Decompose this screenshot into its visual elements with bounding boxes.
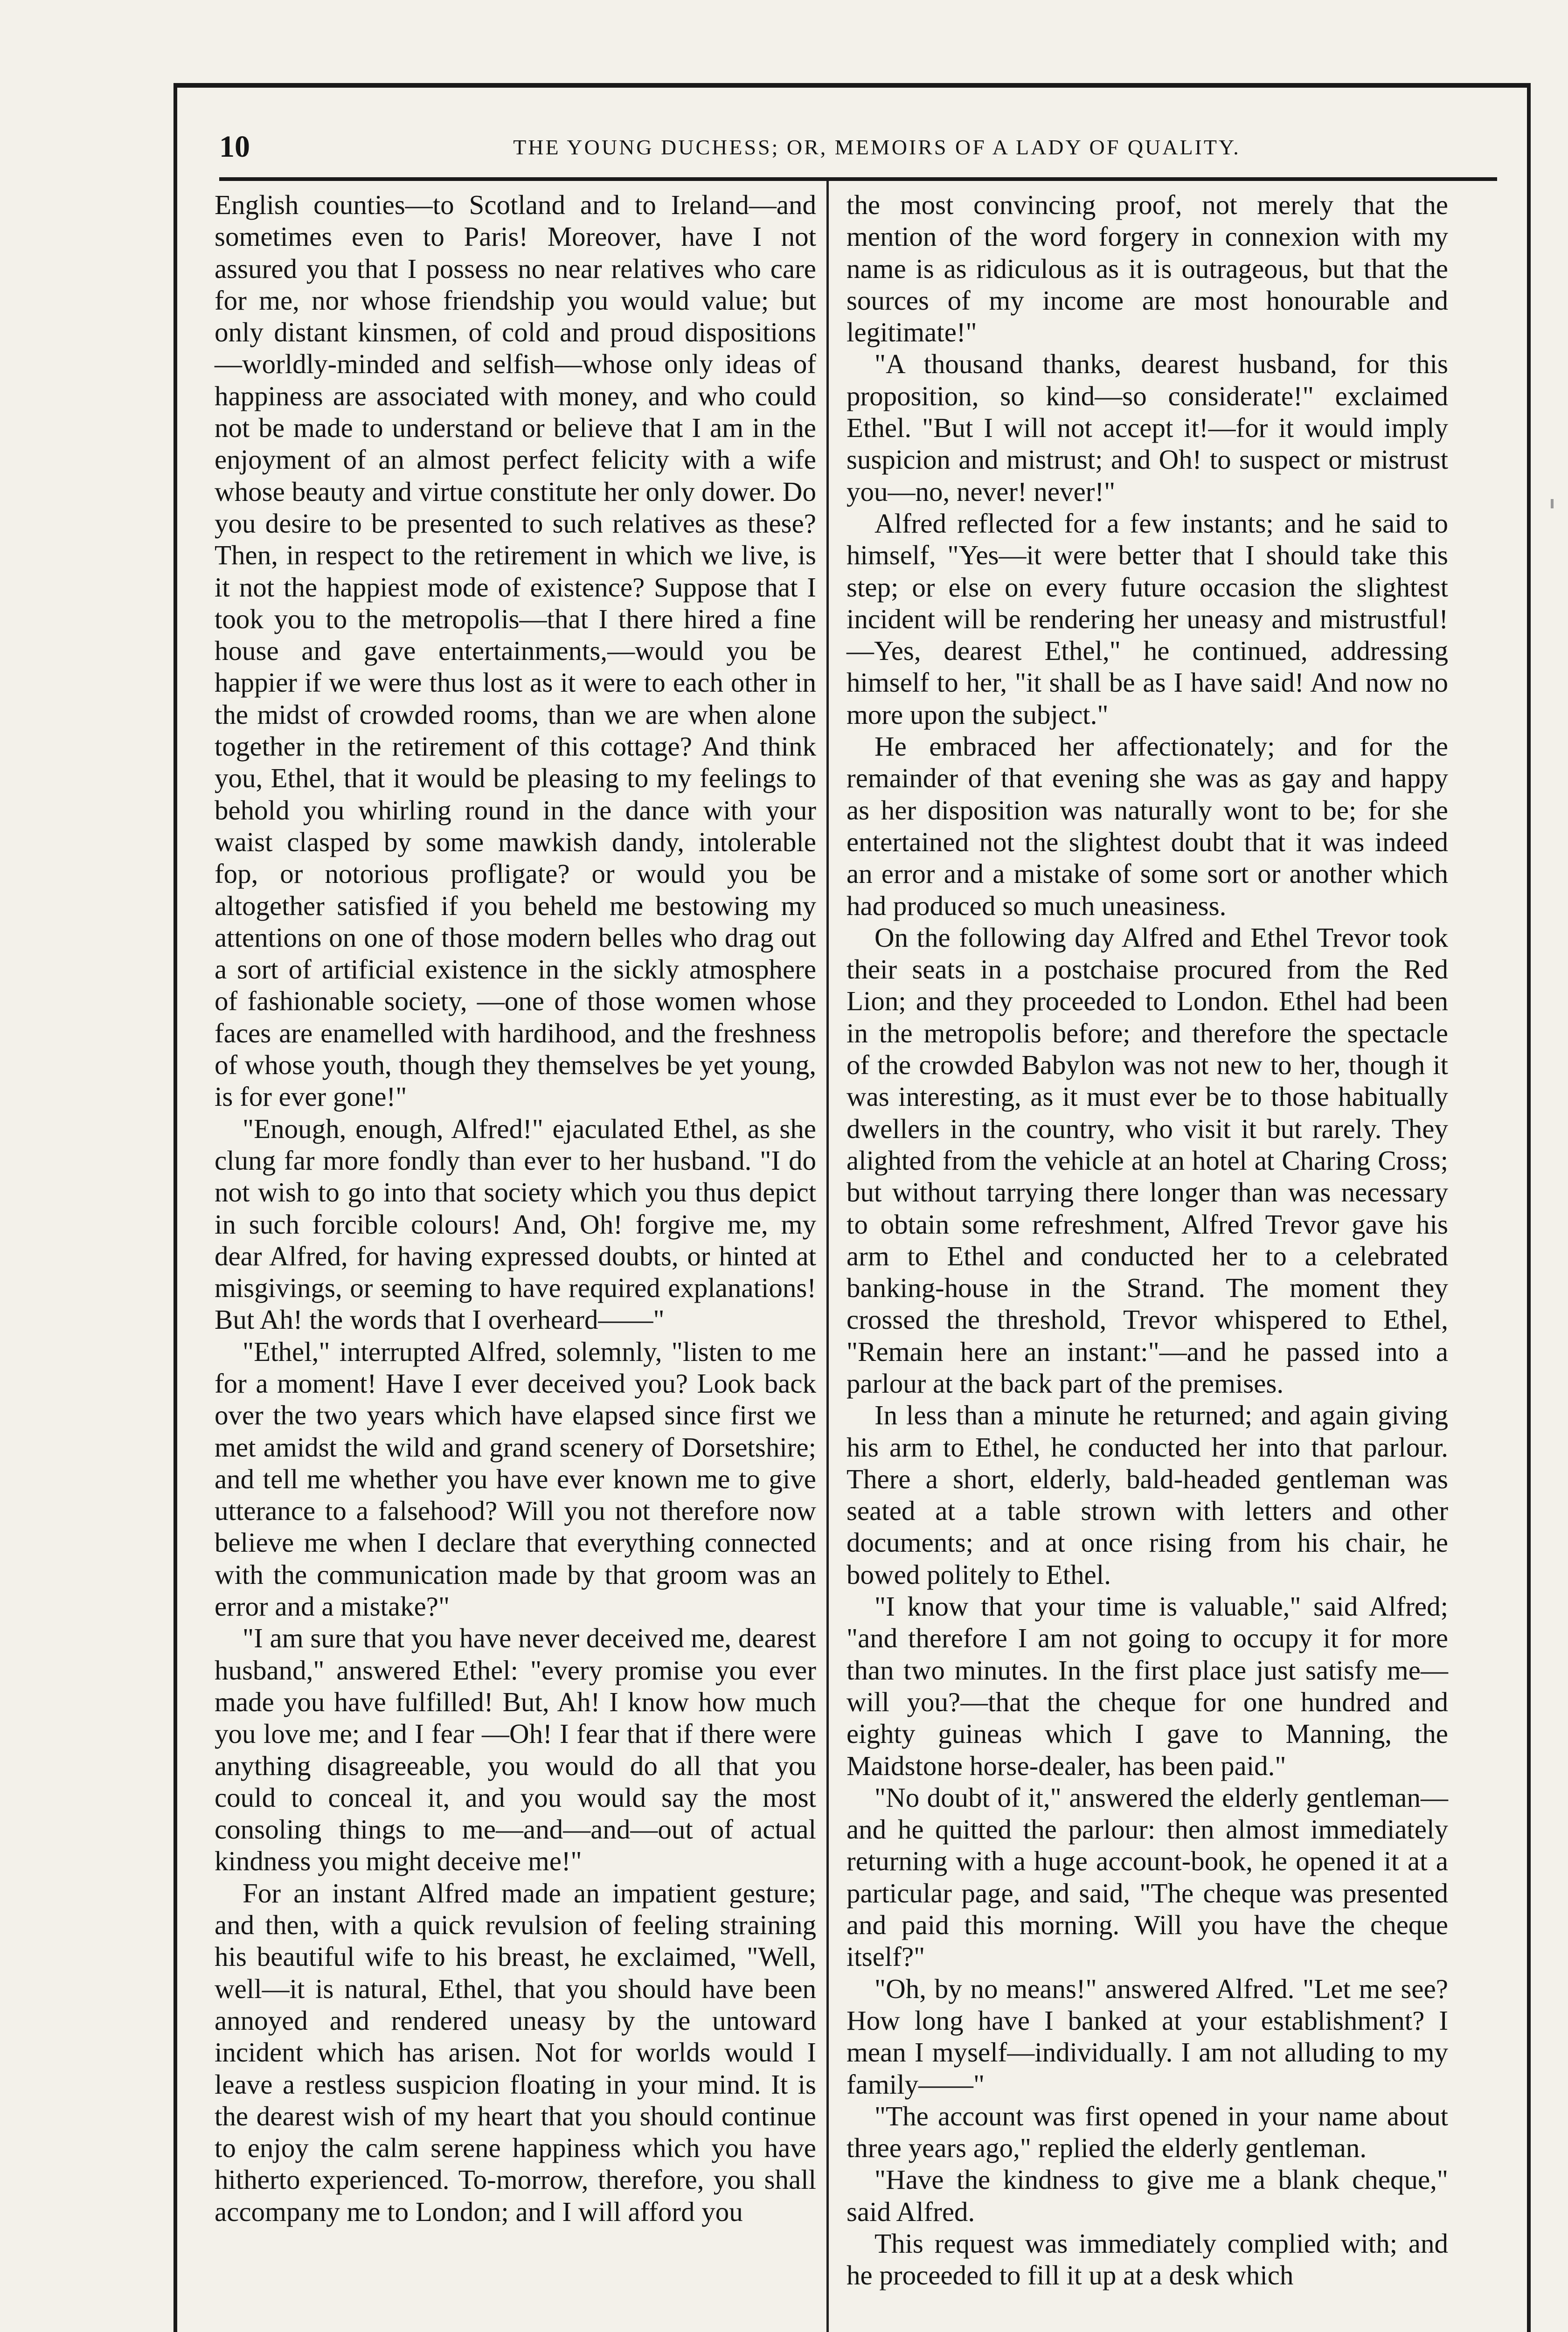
paragraph: In less than a minute he returned; and again giving his arm to Ethel, he conducted her into that parlour. There a short, elderly, bald-headed gentleman was seated at a table strown with letters and other documents; and at once rising from his chair, he bowed politely to Ethel.	[846, 1400, 1448, 1590]
frame-right-rule	[1527, 83, 1531, 2332]
margin-speck	[1551, 499, 1554, 508]
paragraph: "Oh, by no means!" answered Alfred. "Let me see? How long have I banked at your establishment? I mean I myself—individually. I am not alluding to my family——"	[846, 1973, 1448, 2100]
paragraph: "No doubt of it," answered the elderly gentleman—and he quitted the parlour: then almost immediately returning with a huge account-book, he opened it at a particular page, and said, "The cheque was presented and paid this morning. Will you have the cheque itself?"	[846, 1782, 1448, 1972]
page-header	[219, 126, 1497, 168]
paragraph: the most convincing proof, not merely that the mention of the word forgery in connexion with my name is as ridiculous as it is outrageous, but that the sources of my income are most honourable and legitimate!"	[846, 189, 1448, 348]
paragraph: "The account was first opened in your name about three years ago," replied the elderly gentleman.	[846, 2100, 1448, 2164]
frame-top-rule	[173, 83, 1531, 88]
paragraph: "I know that your time is valuable," said Alfred; "and therefore I am not going to occupy it for more than two minutes. In the first place just satisfy me—will you?—that the cheque for one hundred and eighty guineas which I gave to Manning, the Maidstone horse-dealer, has been paid."	[846, 1591, 1448, 1781]
left-column	[215, 189, 816, 2228]
frame-left-rule	[173, 83, 177, 2332]
paragraph: Alfred reflected for a few instants; and he said to himself, "Yes—it were better that I should take this step; or else on every future occasion the slightest incident will be rendering her uneasy and mistrustful!—Yes, dearest Ethel," he continued, addressing himself to her, "it shall be as I have said! And now no more upon the subject."	[846, 507, 1448, 730]
right-column	[846, 189, 1448, 2291]
paragraph: English counties—to Scotland and to Ireland—and sometimes even to Paris! Moreover, have I not assured you that I possess no near relatives who care for me, nor whose friendship you would value; but only distant kinsmen, of cold and proud dispositions—worldly-minded and selfish—whose only ideas of happiness are associated with money, and who could not be made to understand or believe that I am in the enjoyment of an almost perfect felicity with a wife whose beauty and virtue constitute her only dower. Do you desire to be presented to such relatives as these? Then, in respect to the retirement in which we live, is it not the happiest mode of existence? Suppose that I took you to the metropolis—that I there hired a fine house and gave entertainments,—would you be happier if we were thus lost as it were to each other in the midst of crowded rooms, than we are when alone together in the retirement of this cottage? And think you, Ethel, that it would be pleasing to my feelings to behold you whirling round in the dance with your waist clasped by some mawkish dandy, intolerable fop, or notorious profligate? or would you be altogether satisfied if you beheld me bestowing my attentions on one of those modern belles who drag out a sort of artificial existence in the sickly atmosphere of fashionable society, —one of those women whose faces are enamelled with hardihood, and the freshness of whose youth, though they themselves be yet young, is for ever gone!"	[215, 189, 816, 1112]
paragraph: On the following day Alfred and Ethel Trevor took their seats in a postchaise procured from the Red Lion; and they proceeded to London. Ethel had been in the metropolis before; and therefore the spectacle of the crowded Babylon was not new to her, though it was interesting, as it must ever be to those habitually dwellers in the country, who visit it but rarely. They alighted from the vehicle at an hotel at Charing Cross; but without tarrying there longer than was necessary to obtain some refreshment, Alfred Trevor gave his arm to Ethel and conducted her to a celebrated banking-house in the Strand. The moment they crossed the threshold, Trevor whispered to Ethel, "Remain here an instant:"—and he passed into a parlour at the back part of the premises.	[846, 922, 1448, 1399]
header-rule	[219, 177, 1497, 181]
paragraph: He embraced her affectionately; and for the remainder of that evening she was as gay and happy as her disposition was naturally wont to be; for she entertained not the slightest doubt that it was indeed an error and a mistake of some sort or another which had produced so much uneasiness.	[846, 731, 1448, 921]
paragraph: This request was immediately complied with; and he proceeded to fill it up at a desk which	[846, 2228, 1448, 2291]
running-head: THE YOUNG DUCHESS; OR, MEMOIRS OF A LADY OF QUALITY.	[513, 135, 1241, 159]
paragraph: "I am sure that you have never deceived me, dearest husband," answered Ethel: "every promise you ever made you have fulfilled! But, Ah! I know how much you love me; and I fear —Oh! I fear that if there were anything disagreeable, you would do all that you could to conceal it, and you would say the most consoling things to me—and—and—out of actual kindness you might deceive me!"	[215, 1623, 816, 1877]
paragraph: "Ethel," interrupted Alfred, solemnly, "listen to me for a moment! Have I ever deceived you? Look back over the two years which have elapsed since first we met amidst the wild and grand scenery of Dorsetshire; and tell me whether you have ever known me to give utterance to a falsehood? Will you not therefore now believe me when I declare that everything connected with the communication made by that groom was an error and a mistake?"	[215, 1336, 816, 1622]
paragraph: "A thousand thanks, dearest husband, for this proposition, so kind—so considerate!" exclaimed Ethel. "But I will not accept it!—for it would imply suspicion and mistrust; and Oh! to suspect or mistrust you—no, never! never!"	[846, 348, 1448, 507]
page-number: 10	[219, 130, 250, 164]
paragraph: "Enough, enough, Alfred!" ejaculated Ethel, as she clung far more fondly than ever to her husband. "I do not wish to go into that society which you thus depict in such forcible colours! And, Oh! forgive me, my dear Alfred, for having expressed doubts, or hinted at misgivings, or seeming to have required explanations! But Ah! the words that I overheard——"	[215, 1113, 816, 1335]
column-divider	[826, 181, 829, 2332]
paragraph: For an instant Alfred made an impatient gesture; and then, with a quick revulsion of feeling straining his beautiful wife to his breast, he exclaimed, "Well, well—it is natural, Ethel, that you should have been annoyed and rendered uneasy by the untoward incident which has arisen. Not for worlds would I leave a restless suspicion floating in your mind. It is the dearest wish of my heart that you should continue to enjoy the calm serene happiness which you have hitherto experienced. To-morrow, therefore, you shall accompany me to London; and I will afford you	[215, 1877, 816, 2227]
paragraph: "Have the kindness to give me a blank cheque," said Alfred.	[846, 2164, 1448, 2227]
